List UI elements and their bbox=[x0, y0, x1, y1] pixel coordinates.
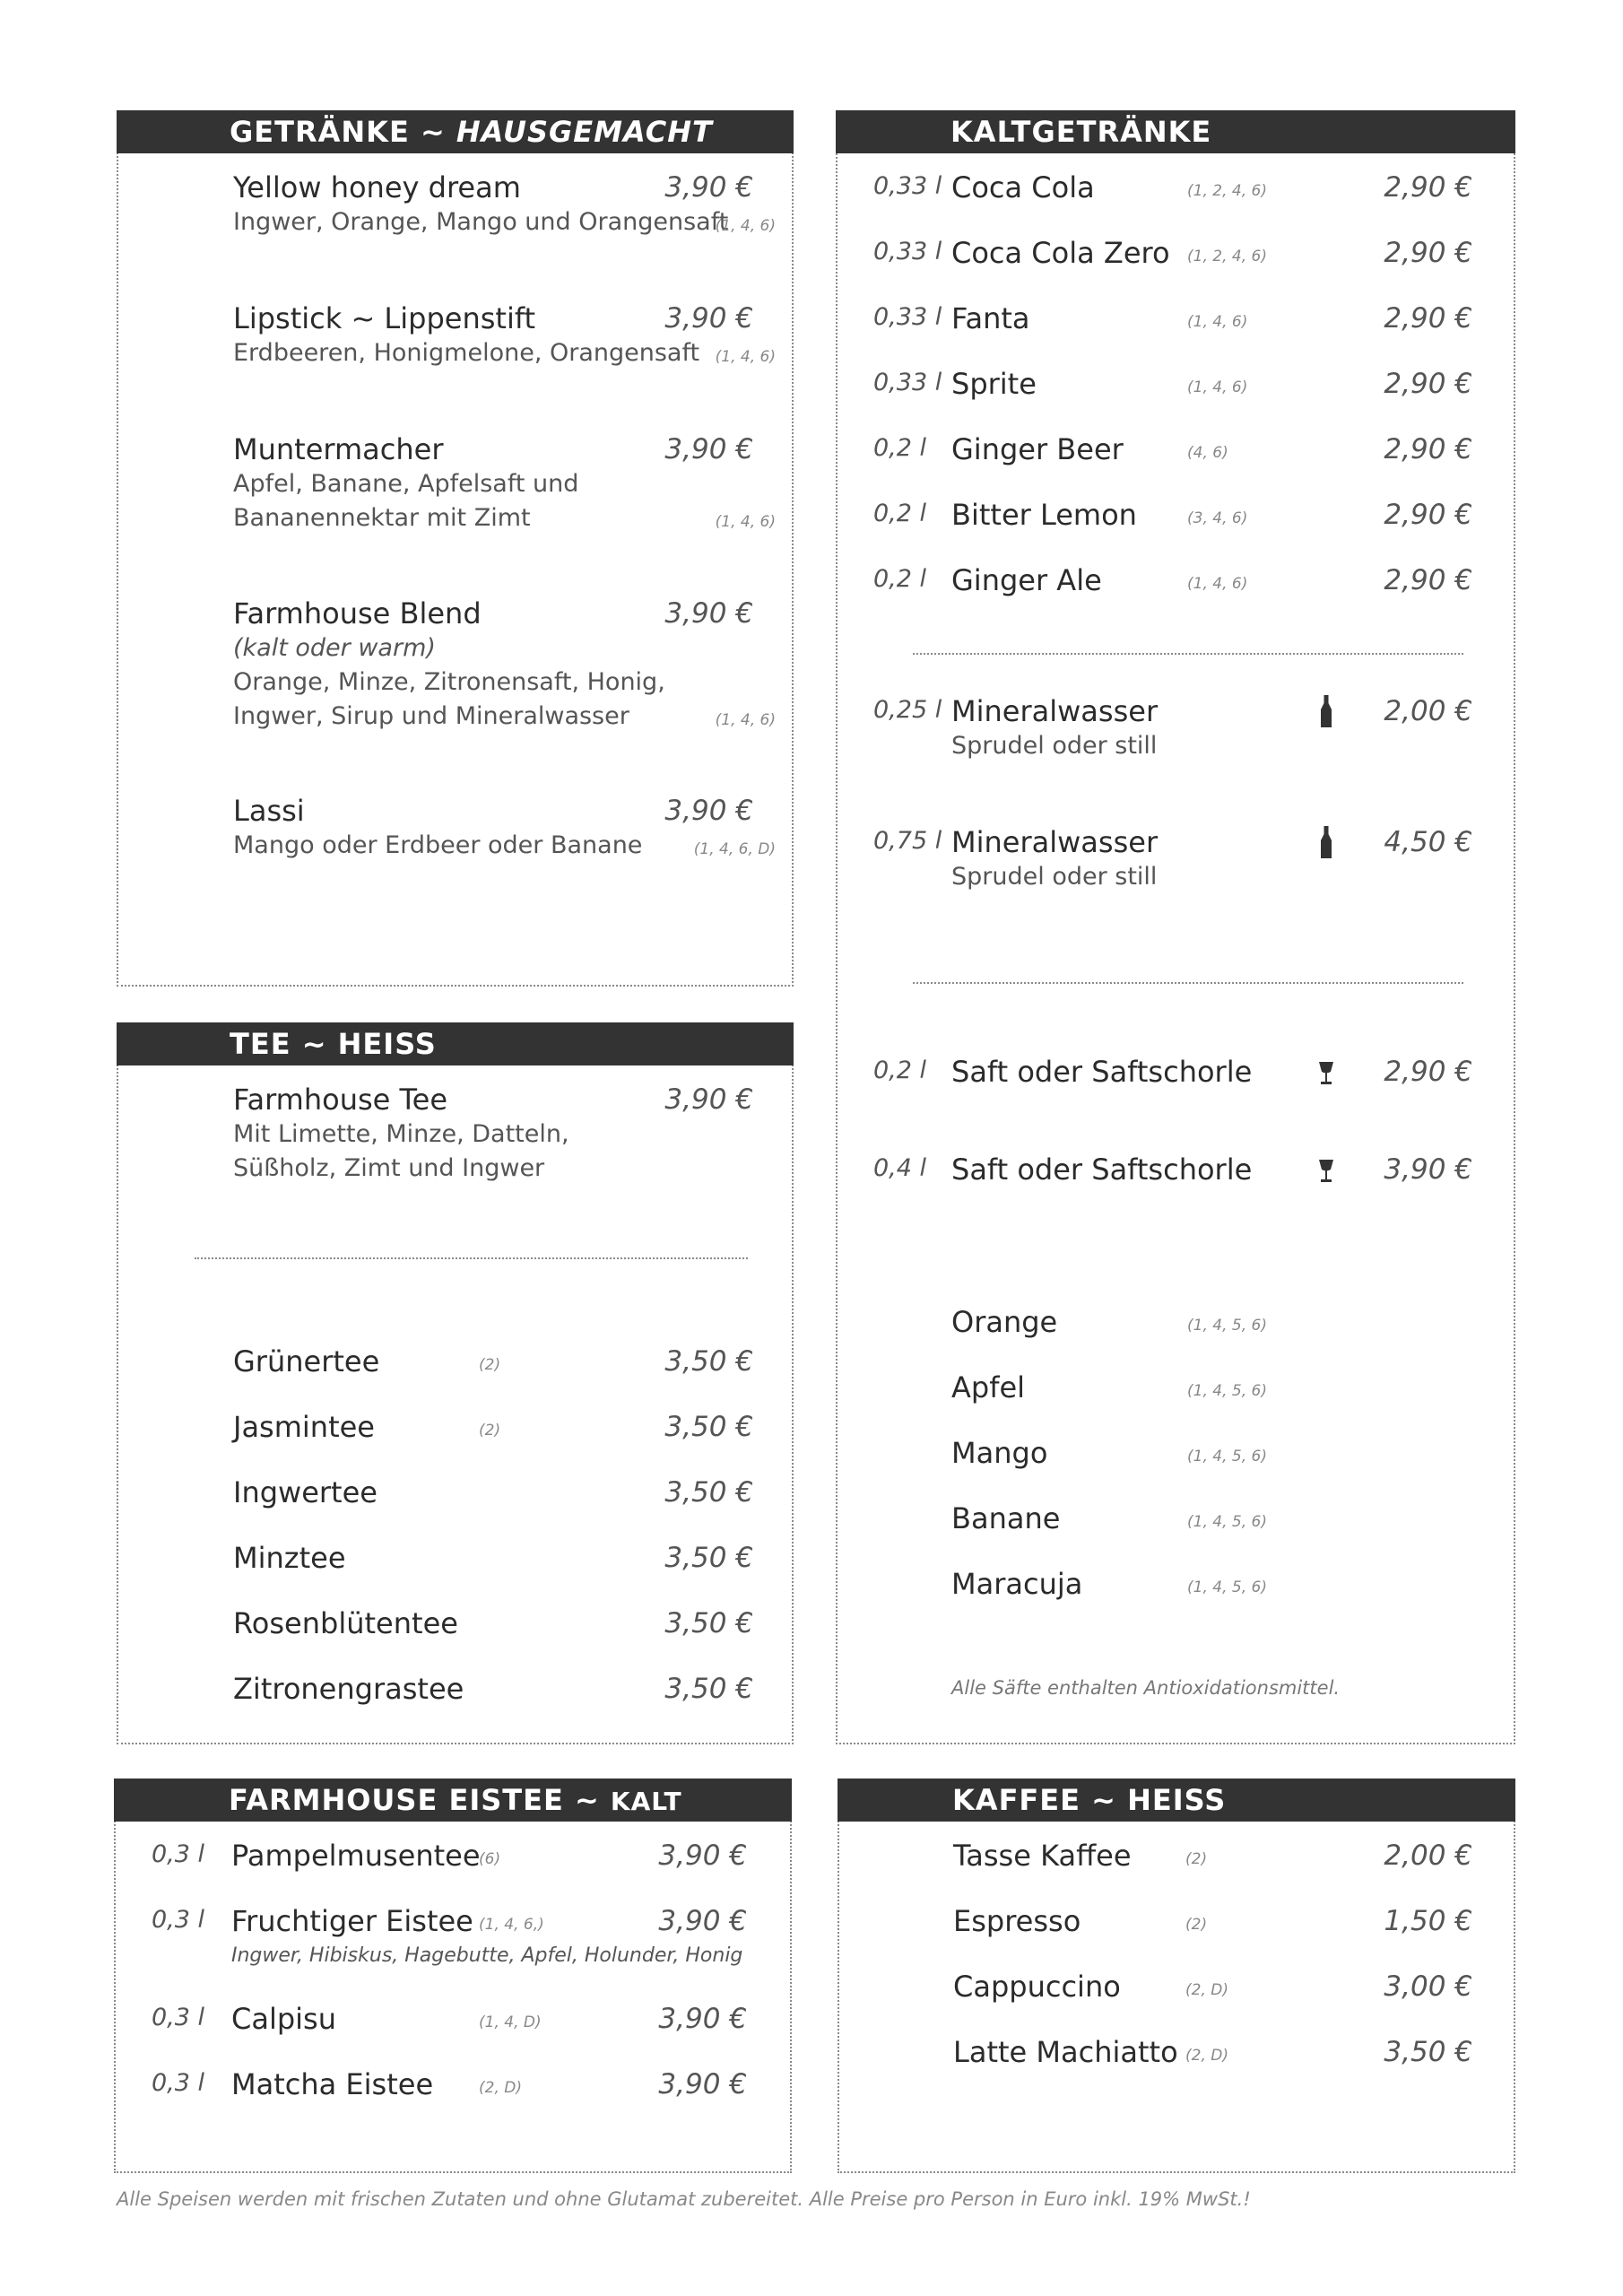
item-volume: 0,2 l bbox=[873, 565, 927, 593]
item-name: Zitronengrastee bbox=[233, 1672, 464, 1706]
item-price: 3,90 € bbox=[664, 597, 753, 630]
item-description: Ingwer, Orange, Mango und Orangensaft bbox=[233, 208, 729, 236]
item-price: 3,90 € bbox=[664, 433, 753, 465]
allergen-codes: (1, 2, 4, 6) bbox=[1187, 182, 1267, 200]
flavor-name: Banane bbox=[951, 1501, 1061, 1535]
item-description: (kalt oder warm) bbox=[233, 634, 436, 662]
item-price: 3,50 € bbox=[664, 1673, 753, 1705]
allergen-codes: (1, 4, D) bbox=[479, 2013, 542, 2031]
item-price: 2,90 € bbox=[1384, 302, 1472, 335]
item-price: 1,50 € bbox=[1384, 1905, 1472, 1937]
item-description: Apfel, Banane, Apfelsaft und bbox=[233, 470, 579, 498]
item-price: 2,90 € bbox=[1384, 433, 1472, 465]
dotted-separator bbox=[913, 982, 1463, 984]
item-name: Latte Machiatto bbox=[953, 2035, 1178, 2069]
item-price: 2,90 € bbox=[1384, 1056, 1472, 1088]
allergen-codes: (4, 6) bbox=[1187, 444, 1228, 462]
allergen-codes: (2) bbox=[1185, 1850, 1208, 1868]
item-price: 3,50 € bbox=[664, 1411, 753, 1443]
item-name: Tasse Kaffee bbox=[953, 1839, 1132, 1873]
item-name: Sprite bbox=[951, 367, 1037, 401]
item-name: Ginger Beer bbox=[951, 432, 1124, 466]
item-price: 3,00 € bbox=[1384, 1970, 1472, 2003]
item-price: 2,90 € bbox=[1384, 171, 1472, 204]
dotted-separator bbox=[195, 1257, 748, 1259]
allergen-codes: (1, 4, 6,) bbox=[479, 1916, 544, 1934]
flavor-name: Orange bbox=[951, 1305, 1058, 1339]
item-price: 2,90 € bbox=[1384, 368, 1472, 400]
item-price: 3,50 € bbox=[1384, 2036, 1472, 2068]
item-price: 2,00 € bbox=[1384, 1839, 1472, 1872]
item-description: Süßholz, Zimt und Ingwer bbox=[233, 1154, 545, 1182]
allergen-codes: (2, D) bbox=[1185, 1981, 1228, 1999]
item-price: 4,50 € bbox=[1384, 826, 1472, 858]
item-price: 3,50 € bbox=[664, 1542, 753, 1574]
item-name: Fanta bbox=[951, 301, 1030, 335]
allergen-codes: (2) bbox=[1185, 1916, 1208, 1934]
item-price: 3,90 € bbox=[658, 2068, 747, 2100]
item-description: Mit Limette, Minze, Datteln, bbox=[233, 1120, 569, 1148]
footer-note: Alle Speisen werden mit frischen Zutaten und ohne Glutamat zubereitet. Alle Preise pro Person in Euro inkl. 19% MwSt.! bbox=[117, 2188, 1251, 2210]
item-description: Sprudel oder still bbox=[951, 863, 1158, 891]
item-name: Coca Cola Zero bbox=[951, 236, 1170, 270]
item-price: 2,90 € bbox=[1384, 499, 1472, 531]
item-name: Farmhouse Blend bbox=[233, 596, 482, 631]
item-name: Minztee bbox=[233, 1541, 346, 1575]
item-name: Ginger Ale bbox=[951, 563, 1102, 597]
section-title-italic: HAUSGEMACHT bbox=[456, 115, 713, 149]
allergen-codes: (1, 4, 6) bbox=[1187, 378, 1248, 396]
section-hausgemacht bbox=[117, 110, 794, 987]
item-name: Grünertee bbox=[233, 1344, 380, 1378]
allergen-codes: (1, 4, 6) bbox=[715, 513, 776, 531]
allergen-codes: (6) bbox=[479, 1850, 501, 1868]
item-description: Ingwer, Sirup und Mineralwasser bbox=[233, 702, 629, 730]
section-header: TEE ~ HEISS bbox=[117, 1022, 794, 1065]
item-name: Lassi bbox=[233, 794, 305, 828]
allergen-codes: (2, D) bbox=[479, 2079, 522, 2097]
item-volume: 0,33 l bbox=[873, 238, 942, 265]
item-description: Erdbeeren, Honigmelone, Orangensaft bbox=[233, 339, 700, 367]
item-description: Bananennektar mit Zimt bbox=[233, 504, 531, 532]
flavor-name: Mango bbox=[951, 1436, 1048, 1470]
section-kaffee bbox=[838, 1779, 1515, 2173]
allergen-codes: (1, 4, 6) bbox=[1187, 313, 1248, 331]
allergen-codes: (1, 4, 6) bbox=[715, 348, 776, 366]
bottle-icon bbox=[1320, 695, 1332, 727]
section-title: FARMHOUSE EISTEE ~ bbox=[229, 1783, 611, 1817]
item-name: Saft oder Saftschorle bbox=[951, 1055, 1253, 1089]
item-name: Calpisu bbox=[231, 2002, 336, 2036]
item-volume: 0,3 l bbox=[152, 1906, 205, 1934]
item-description: Sprudel oder still bbox=[951, 732, 1158, 760]
item-volume: 0,2 l bbox=[873, 1057, 927, 1084]
flavor-name: Apfel bbox=[951, 1370, 1026, 1405]
bottle-icon bbox=[1320, 826, 1332, 858]
allergen-codes: (1, 4, 5, 6) bbox=[1187, 1578, 1267, 1596]
item-price: 3,50 € bbox=[664, 1476, 753, 1509]
item-name: Pampelmusentee bbox=[231, 1839, 481, 1873]
item-name: Cappuccino bbox=[953, 1970, 1121, 2004]
allergen-codes: (2, D) bbox=[1185, 2047, 1228, 2065]
item-price: 2,00 € bbox=[1384, 695, 1472, 727]
section-title: GETRÄNKE ~ bbox=[230, 115, 456, 149]
section-kaltgetraenke bbox=[836, 110, 1515, 1744]
item-description: Mango oder Erdbeer oder Banane bbox=[233, 831, 643, 859]
section-tee bbox=[117, 1022, 794, 1744]
item-price: 3,90 € bbox=[664, 302, 753, 335]
item-volume: 0,33 l bbox=[873, 303, 942, 331]
dotted-separator bbox=[913, 653, 1463, 655]
item-volume: 0,4 l bbox=[873, 1154, 927, 1182]
item-name: Farmhouse Tee bbox=[233, 1083, 447, 1117]
item-volume: 0,25 l bbox=[873, 696, 942, 724]
item-name: Mineralwasser bbox=[951, 825, 1159, 859]
allergen-codes: (1, 2, 4, 6) bbox=[1187, 248, 1267, 265]
glass-icon bbox=[1318, 1159, 1334, 1184]
item-volume: 0,33 l bbox=[873, 172, 942, 200]
item-name: Rosenblütentee bbox=[233, 1606, 458, 1640]
allergen-codes: (1, 4, 6, D) bbox=[693, 840, 776, 858]
item-name: Ingwertee bbox=[233, 1475, 378, 1509]
item-volume: 0,3 l bbox=[152, 2004, 205, 2031]
allergen-codes: (1, 4, 5, 6) bbox=[1187, 1513, 1267, 1531]
allergen-codes: (1, 4, 6) bbox=[1187, 575, 1248, 593]
glass-icon bbox=[1318, 1061, 1334, 1086]
flavor-name: Maracuja bbox=[951, 1567, 1083, 1601]
allergen-codes: (1, 4, 5, 6) bbox=[1187, 1317, 1267, 1335]
section-title-suffix: KALT bbox=[610, 1787, 682, 1816]
item-name: Saft oder Saftschorle bbox=[951, 1152, 1253, 1187]
item-name: Bitter Lemon bbox=[951, 498, 1137, 532]
item-name: Jasmintee bbox=[233, 1410, 375, 1444]
section-header: KALTGETRÄNKE bbox=[836, 110, 1515, 153]
item-description: Ingwer, Hibiskus, Hagebutte, Apfel, Holunder, Honig bbox=[231, 1944, 743, 1967]
section-header bbox=[114, 1779, 792, 1822]
item-name: Espresso bbox=[953, 1904, 1081, 1938]
item-price: 3,90 € bbox=[664, 171, 753, 204]
item-price: 3,90 € bbox=[664, 1083, 753, 1116]
allergen-codes: (1, 4, 6) bbox=[715, 217, 776, 235]
allergen-codes: (2) bbox=[479, 1356, 501, 1374]
item-price: 3,90 € bbox=[658, 1905, 747, 1937]
item-price: 3,90 € bbox=[1384, 1153, 1472, 1186]
item-description: Orange, Minze, Zitronensaft, Honig, bbox=[233, 668, 665, 696]
item-price: 3,50 € bbox=[664, 1607, 753, 1639]
item-price: 3,50 € bbox=[664, 1345, 753, 1378]
item-name: Mineralwasser bbox=[951, 694, 1159, 728]
item-volume: 0,3 l bbox=[152, 2069, 205, 2097]
section-header: KAFFEE ~ HEISS bbox=[838, 1779, 1515, 1822]
item-name: Muntermacher bbox=[233, 432, 444, 466]
item-price: 3,90 € bbox=[664, 795, 753, 827]
item-name: Fruchtiger Eistee bbox=[231, 1904, 473, 1938]
allergen-codes: (3, 4, 6) bbox=[1187, 509, 1248, 527]
item-name: Matcha Eistee bbox=[231, 2067, 434, 2101]
item-price: 3,90 € bbox=[658, 1839, 747, 1872]
allergen-codes: (1, 4, 6) bbox=[715, 711, 776, 729]
item-name: Lipstick ~ Lippenstift bbox=[233, 301, 536, 335]
allergen-codes: (1, 4, 5, 6) bbox=[1187, 1448, 1267, 1465]
allergen-codes: (1, 4, 5, 6) bbox=[1187, 1382, 1267, 1400]
item-price: 3,90 € bbox=[658, 2003, 747, 2035]
section-header bbox=[117, 110, 794, 153]
item-volume: 0,2 l bbox=[873, 434, 927, 462]
allergen-codes: (2) bbox=[479, 1422, 501, 1439]
item-volume: 0,2 l bbox=[873, 500, 927, 527]
item-price: 2,90 € bbox=[1384, 564, 1472, 596]
item-name: Coca Cola bbox=[951, 170, 1095, 204]
juice-note: Alle Säfte enthalten Antioxidationsmittel. bbox=[951, 1677, 1341, 1699]
item-volume: 0,75 l bbox=[873, 827, 942, 855]
item-volume: 0,3 l bbox=[152, 1840, 205, 1868]
section-eistee bbox=[114, 1779, 792, 2173]
item-volume: 0,33 l bbox=[873, 369, 942, 396]
item-price: 2,90 € bbox=[1384, 237, 1472, 269]
item-name: Yellow honey dream bbox=[233, 170, 521, 204]
